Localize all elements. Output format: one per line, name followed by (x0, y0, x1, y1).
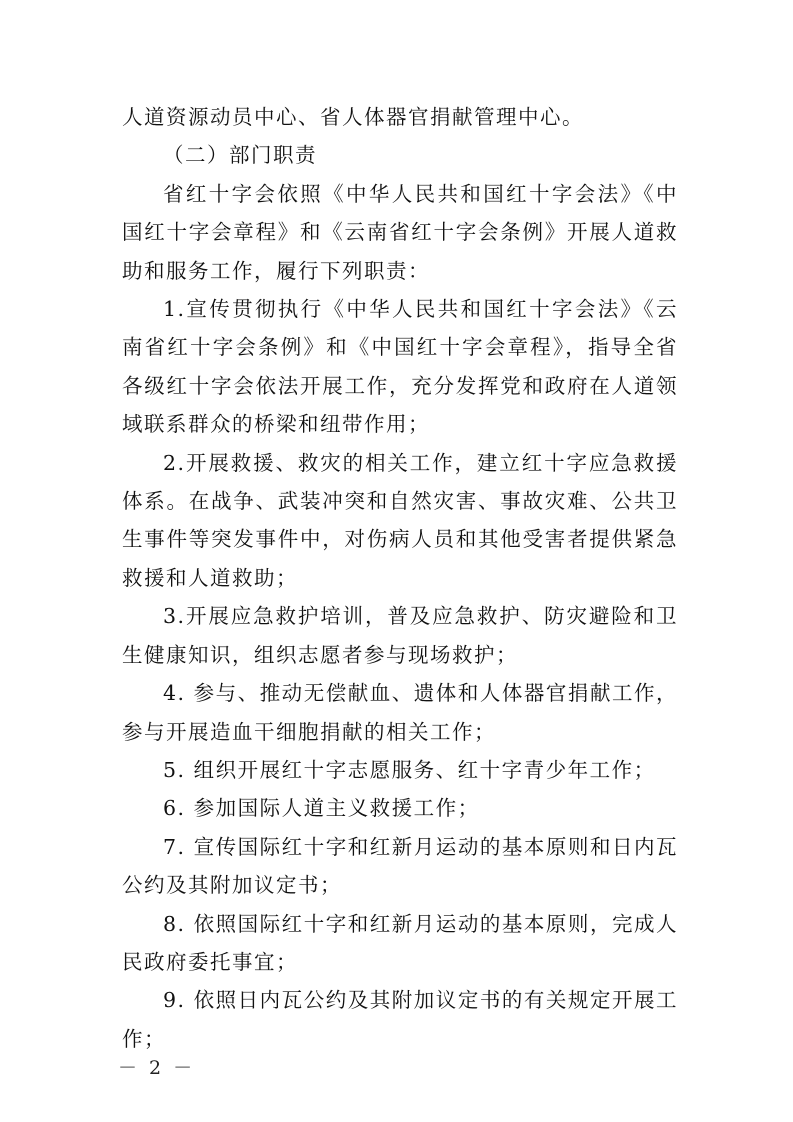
duty-item-4: 4. 参与、推动无偿献血、遗体和人体器官捐献工作，参与开展造血干细胞捐献的相关工作； (122, 681, 678, 744)
paragraph-intro: 省红十字会依照《中华人民共和国红十字会法》《中国红十字会章程》和《云南省红十字会条例》开展人道救助和服务工作，履行下列职责： (122, 181, 678, 283)
section-heading-department-duties: （二）部门职责 (163, 143, 317, 168)
duty-item-1: 1.宣传贯彻执行《中华人民共和国红十字会法》《云南省红十字会条例》和《中国红十字会章程》，指导全省各级红十字会依法开展工作，充分发挥党和政府在人道领域联系群众的桥梁和纽带作用； (122, 297, 678, 437)
duty-item-5: 5. 组织开展红十字志愿服务、红十字青少年工作； (163, 757, 656, 782)
duty-item-8: 8. 依照国际红十字和红新月运动的基本原则，完成人民政府委托事宜； (122, 911, 678, 974)
paragraph-continuation: 人道资源动员中心、省人体器官捐献管理中心。 (122, 105, 584, 129)
duty-item-7: 7. 宣传国际红十字和红新月运动的基本原则和日内瓦公约及其附加议定书； (122, 834, 678, 898)
document-body (122, 98, 678, 1058)
duty-item-3: 3.开展应急救护培训，普及应急救护、防灾避险和卫生健康知识，组织志愿者参与现场救护； (122, 604, 678, 667)
duty-item-9: 9. 依照日内瓦公约及其附加议定书的有关规定开展工作； (122, 988, 678, 1051)
page-number: － 2 － (118, 1057, 196, 1079)
duty-item-6: 6. 参加国际人道主义救援工作； (163, 796, 480, 821)
duty-item-2: 2.开展救援、救灾的相关工作，建立红十字应急救援体系。在战争、武装冲突和自然灾害、事故灾难、公共卫生事件等突发事件中，对伤病人员和其他受害者提供紧急救援和人道救助； (122, 450, 678, 590)
